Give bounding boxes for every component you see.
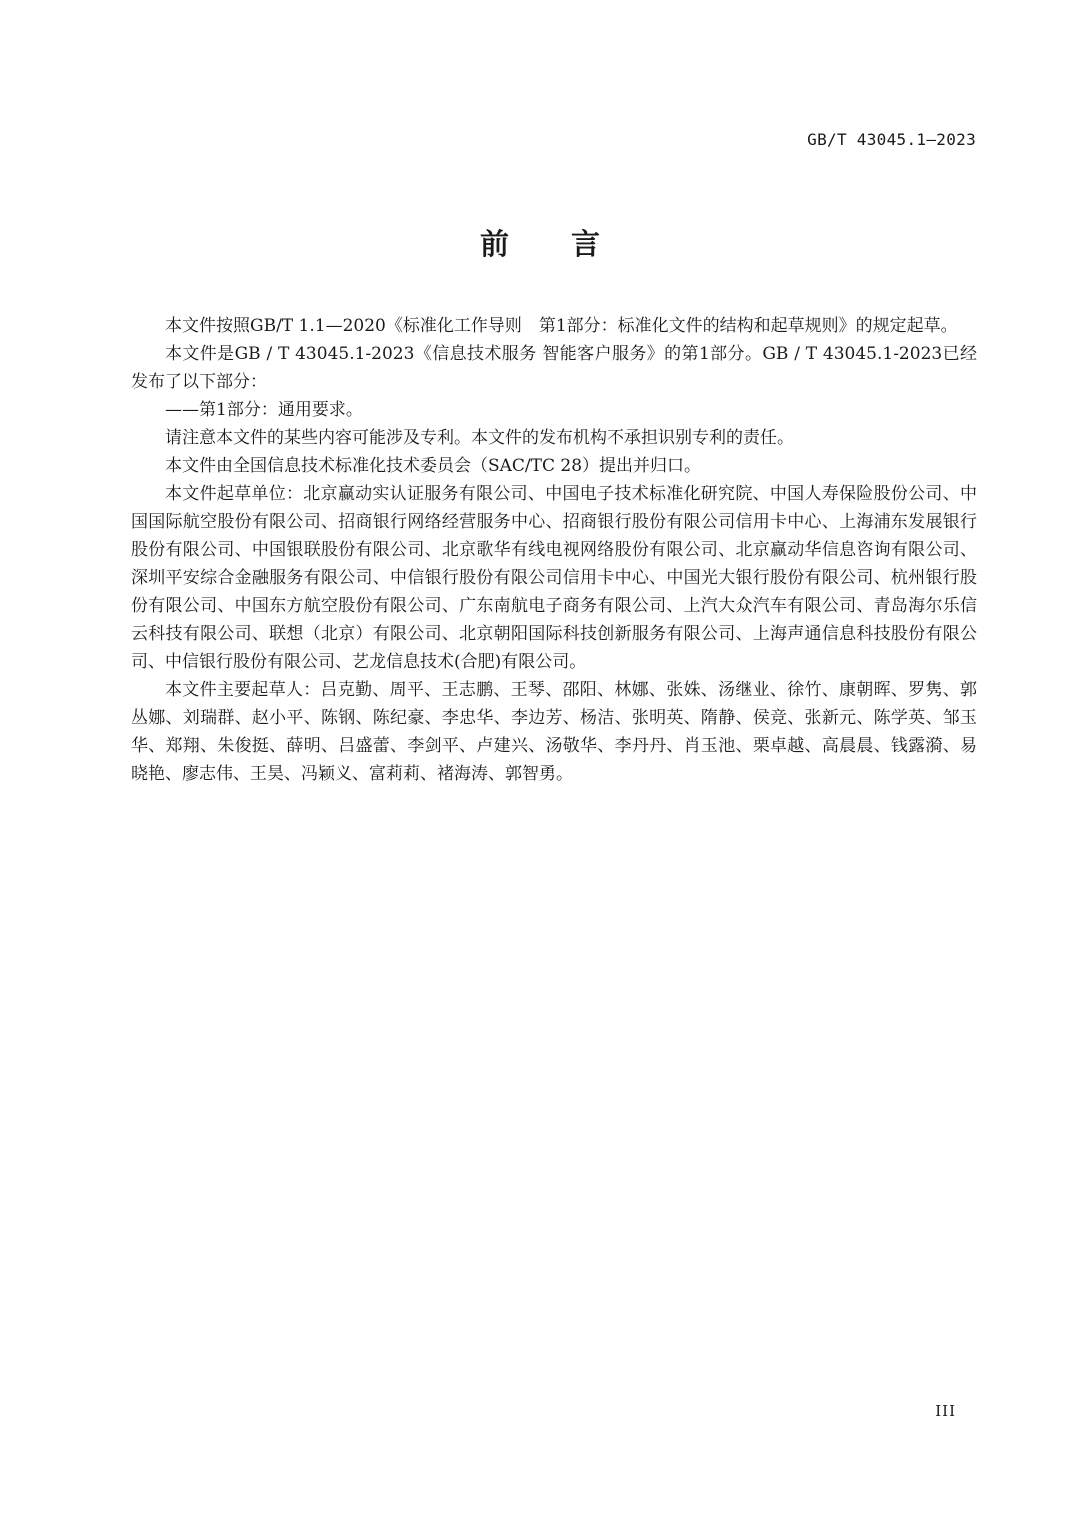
paragraph-part-list-item: ——第1部分：通用要求。	[165, 400, 363, 420]
page-title: 前言	[479, 227, 662, 261]
paragraph-main-drafters: 本文件主要起草人：吕克勤、周平、王志鹏、王琴、邵阳、林娜、张姝、汤继业、徐竹、康朝晖、罗隽、郭丛娜、刘瑞群、赵小平、陈钢、陈纪豪、李忠华、李边芳、杨洁、张明英、隋静、侯竞、张新元、陈学英、邹玉华、郑翔、朱俊挺、薛明、吕盛蕾、李剑平、卢建兴、汤敬华、李丹丹、肖玉池、栗卓越、高晨晨、钱露漪、易晓艳、廖志伟、王昊、冯颖义、富莉莉、褚海涛、郭智勇。	[131, 680, 977, 784]
paragraph-drafting-rules: 本文件按照GB/T 1.1—2020《标准化工作导则 第1部分：标准化文件的结构和起草规则》的规定起草。	[165, 316, 958, 336]
paragraph-document-part: 本文件是GB / T 43045.1-2023《信息技术服务 智能客户服务》的第1部分。GB / T 43045.1-2023已经发布了以下部分：	[131, 344, 977, 392]
paragraph-drafting-organizations: 本文件起草单位：北京赢动实认证服务有限公司、中国电子技术标准化研究院、中国人寿保险股份公司、中国国际航空股份有限公司、招商银行网络经营服务中心、招商银行股份有限公司信用卡中心、上海浦东发展银行股份有限公司、中国银联股份有限公司、北京歌华有线电视网络股份有限公司、北京赢动华信息咨询有限公司、深圳平安综合金融服务有限公司、中信银行股份有限公司信用卡中心、中国光大银行股份有限公司、杭州银行股份有限公司、中国东方航空股份有限公司、广东南航电子商务有限公司、上汽大众汽车有限公司、青岛海尔乐信云科技有限公司、联想（北京）有限公司、北京朝阳国际科技创新服务有限公司、上海声通信息科技股份有限公司、中信银行股份有限公司、艺龙信息技术(合肥)有限公司。	[131, 484, 977, 672]
preface-body	[131, 312, 977, 788]
paragraph-proposer: 本文件由全国信息技术标准化技术委员会（SAC/TC 28）提出并归口。	[165, 456, 702, 476]
paragraph-patent-notice: 请注意本文件的某些内容可能涉及专利。本文件的发布机构不承担识别专利的责任。	[165, 428, 794, 448]
standard-number: GB/T 43045.1—2023	[807, 130, 976, 149]
page-number: III	[935, 1402, 956, 1420]
